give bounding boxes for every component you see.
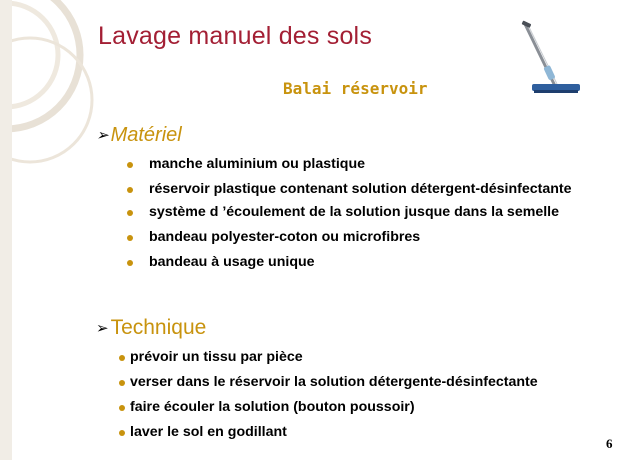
arrowhead-bullet-icon: ➢ (96, 127, 109, 144)
list-item-text: réservoir plastique contenant solution détergent-désinfectante (149, 181, 572, 197)
dot-bullet-icon (127, 260, 133, 266)
list-item-text: système d ’écoulement de la solution jusque dans la semelle (149, 204, 559, 220)
slide-subtitle: Balai réservoir (283, 79, 428, 98)
page-number: 6 (606, 436, 613, 451)
list-item (120, 204, 625, 221)
materiel-list (120, 156, 625, 279)
list-item-text: faire écouler la solution (bouton poussoir) (130, 399, 415, 415)
mop-illustration (510, 20, 595, 100)
list-item (118, 424, 628, 441)
section-heading-materiel (96, 124, 182, 147)
arrowhead-bullet-icon: ➢ (96, 320, 109, 337)
list-item (118, 349, 628, 366)
list-item-text: verser dans le réservoir la solution détergente-désinfectante (130, 374, 538, 390)
slide-title: Lavage manuel des sols (98, 22, 373, 50)
list-item-text: laver le sol en godillant (130, 424, 287, 440)
dot-bullet-icon (119, 355, 125, 361)
dot-bullet-icon (127, 235, 133, 241)
list-item-text: bandeau à usage unique (149, 254, 315, 270)
section-heading-label: Matériel (110, 124, 182, 146)
list-item-text: prévoir un tissu par pièce (130, 349, 303, 365)
dot-bullet-icon (119, 430, 125, 436)
list-item (118, 399, 628, 416)
list-item (120, 156, 625, 173)
list-item (120, 254, 625, 271)
section-heading-label: Technique (110, 316, 207, 339)
list-item-text: manche aluminium ou plastique (149, 156, 365, 172)
list-item (120, 181, 625, 198)
list-item (120, 229, 625, 246)
dot-bullet-icon (119, 405, 125, 411)
section-heading-technique (96, 316, 206, 340)
dot-bullet-icon (127, 210, 133, 216)
dot-bullet-icon (127, 187, 133, 193)
dot-bullet-icon (119, 380, 125, 386)
list-item-text: bandeau polyester-coton ou microfibres (149, 229, 421, 245)
technique-list (118, 349, 628, 449)
dot-bullet-icon (127, 162, 133, 168)
list-item (118, 374, 628, 391)
